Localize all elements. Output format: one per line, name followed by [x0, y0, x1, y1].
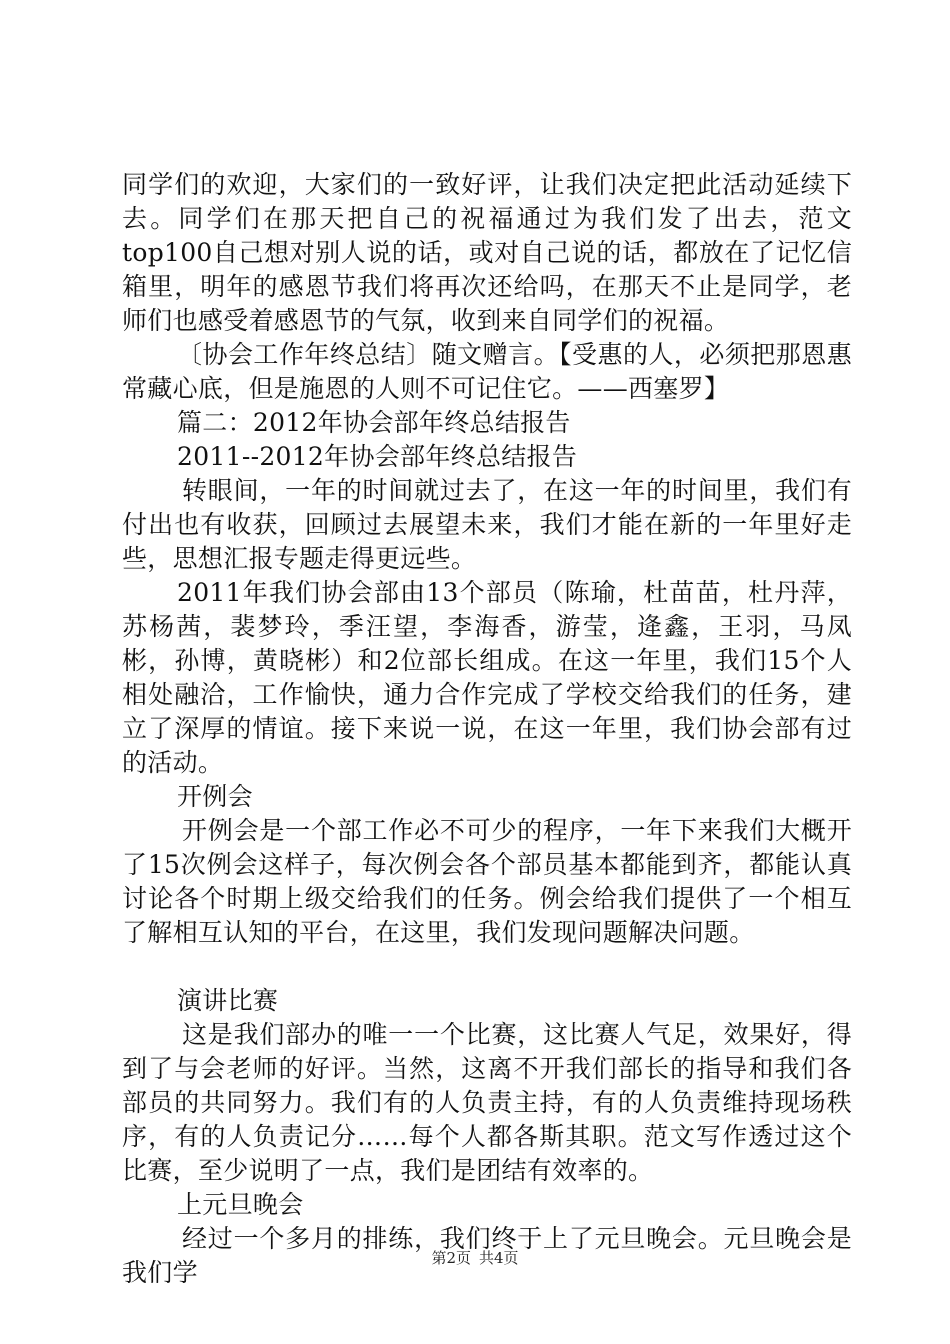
- blank-line: [122, 950, 852, 984]
- heading-meeting: 开例会: [177, 782, 253, 811]
- paragraph-intro: 转眼间，一年的时间就过去了，在这一年的时间里，我们有付出也有收获，回顾过去展望未来，我们才能在新的一年里好走些，思想汇报专题走得更远些。: [122, 476, 852, 573]
- paragraph-2: 〔协会工作年终总结〕随文赠言。【受惠的人，必须把那恩惠常藏心底，但是施恩的人则不可记住它。——西塞罗】: [122, 340, 852, 403]
- document-body: [122, 168, 852, 1290]
- page-total: 共4页: [479, 1249, 519, 1267]
- paragraph-speech-contest: 这是我们部办的唯一一个比赛，这比赛人气足，效果好，得到了与会老师的好评。当然，这离不开我们部长的指导和我们各部员的共同努力。我们有的人负责主持，有的人负责维持现场秩序，有的人负责记分……每个人都各斯其职。范文写作透过这个比赛，至少说明了一点，我们是团结有效率的。: [122, 1020, 852, 1185]
- section-title: 篇二：2012年协会部年终总结报告: [177, 408, 571, 437]
- paragraph-meeting: 开例会是一个部工作必不可少的程序，一年下来我们大概开了15次例会这样子，每次例会各个部员基本都能到齐，都能认真讨论各个时期上级交给我们的任务。例会给我们提供了一个相互了解相互认知的平台，在这里，我们发现问题解决问题。: [122, 816, 852, 947]
- paragraph-1: 同学们的欢迎，大家们的一致好评，让我们决定把此活动延续下去。同学们在那天把自己的祝福通过为我们发了出去，范文top100自己想对别人说的话，或对自己说的话，都放在了记忆信箱里，明年的感恩节我们将再次还给吗，在那天不止是同学，老师们也感受着感恩节的气氛，收到来自同学们的祝福。: [122, 170, 852, 335]
- report-title: 2011--2012年协会部年终总结报告: [177, 442, 578, 471]
- paragraph-members: 2011年我们协会部由13个部员（陈瑜，杜苗苗，杜丹萍，苏杨茜，裴梦玲，季汪望，李海香，游莹，逄鑫，王羽，马凤彬，孙博，黄晓彬）和2位部长组成。在这一年里，我们15个人相处融洽，工作愉快，通力合作完成了学校交给我们的任务，建立了深厚的情谊。接下来说一说，在这一年里，我们协会部有过的活动。: [122, 578, 852, 777]
- page-number: 第2页: [431, 1249, 471, 1267]
- paragraph-new-year-gala: 经过一个多月的排练，我们终于上了元旦晚会。元旦晚会是我们学: [122, 1224, 852, 1287]
- page-footer: [0, 1248, 950, 1268]
- heading-new-year-gala: 上元旦晚会: [177, 1190, 304, 1219]
- heading-speech-contest: 演讲比赛: [177, 986, 279, 1015]
